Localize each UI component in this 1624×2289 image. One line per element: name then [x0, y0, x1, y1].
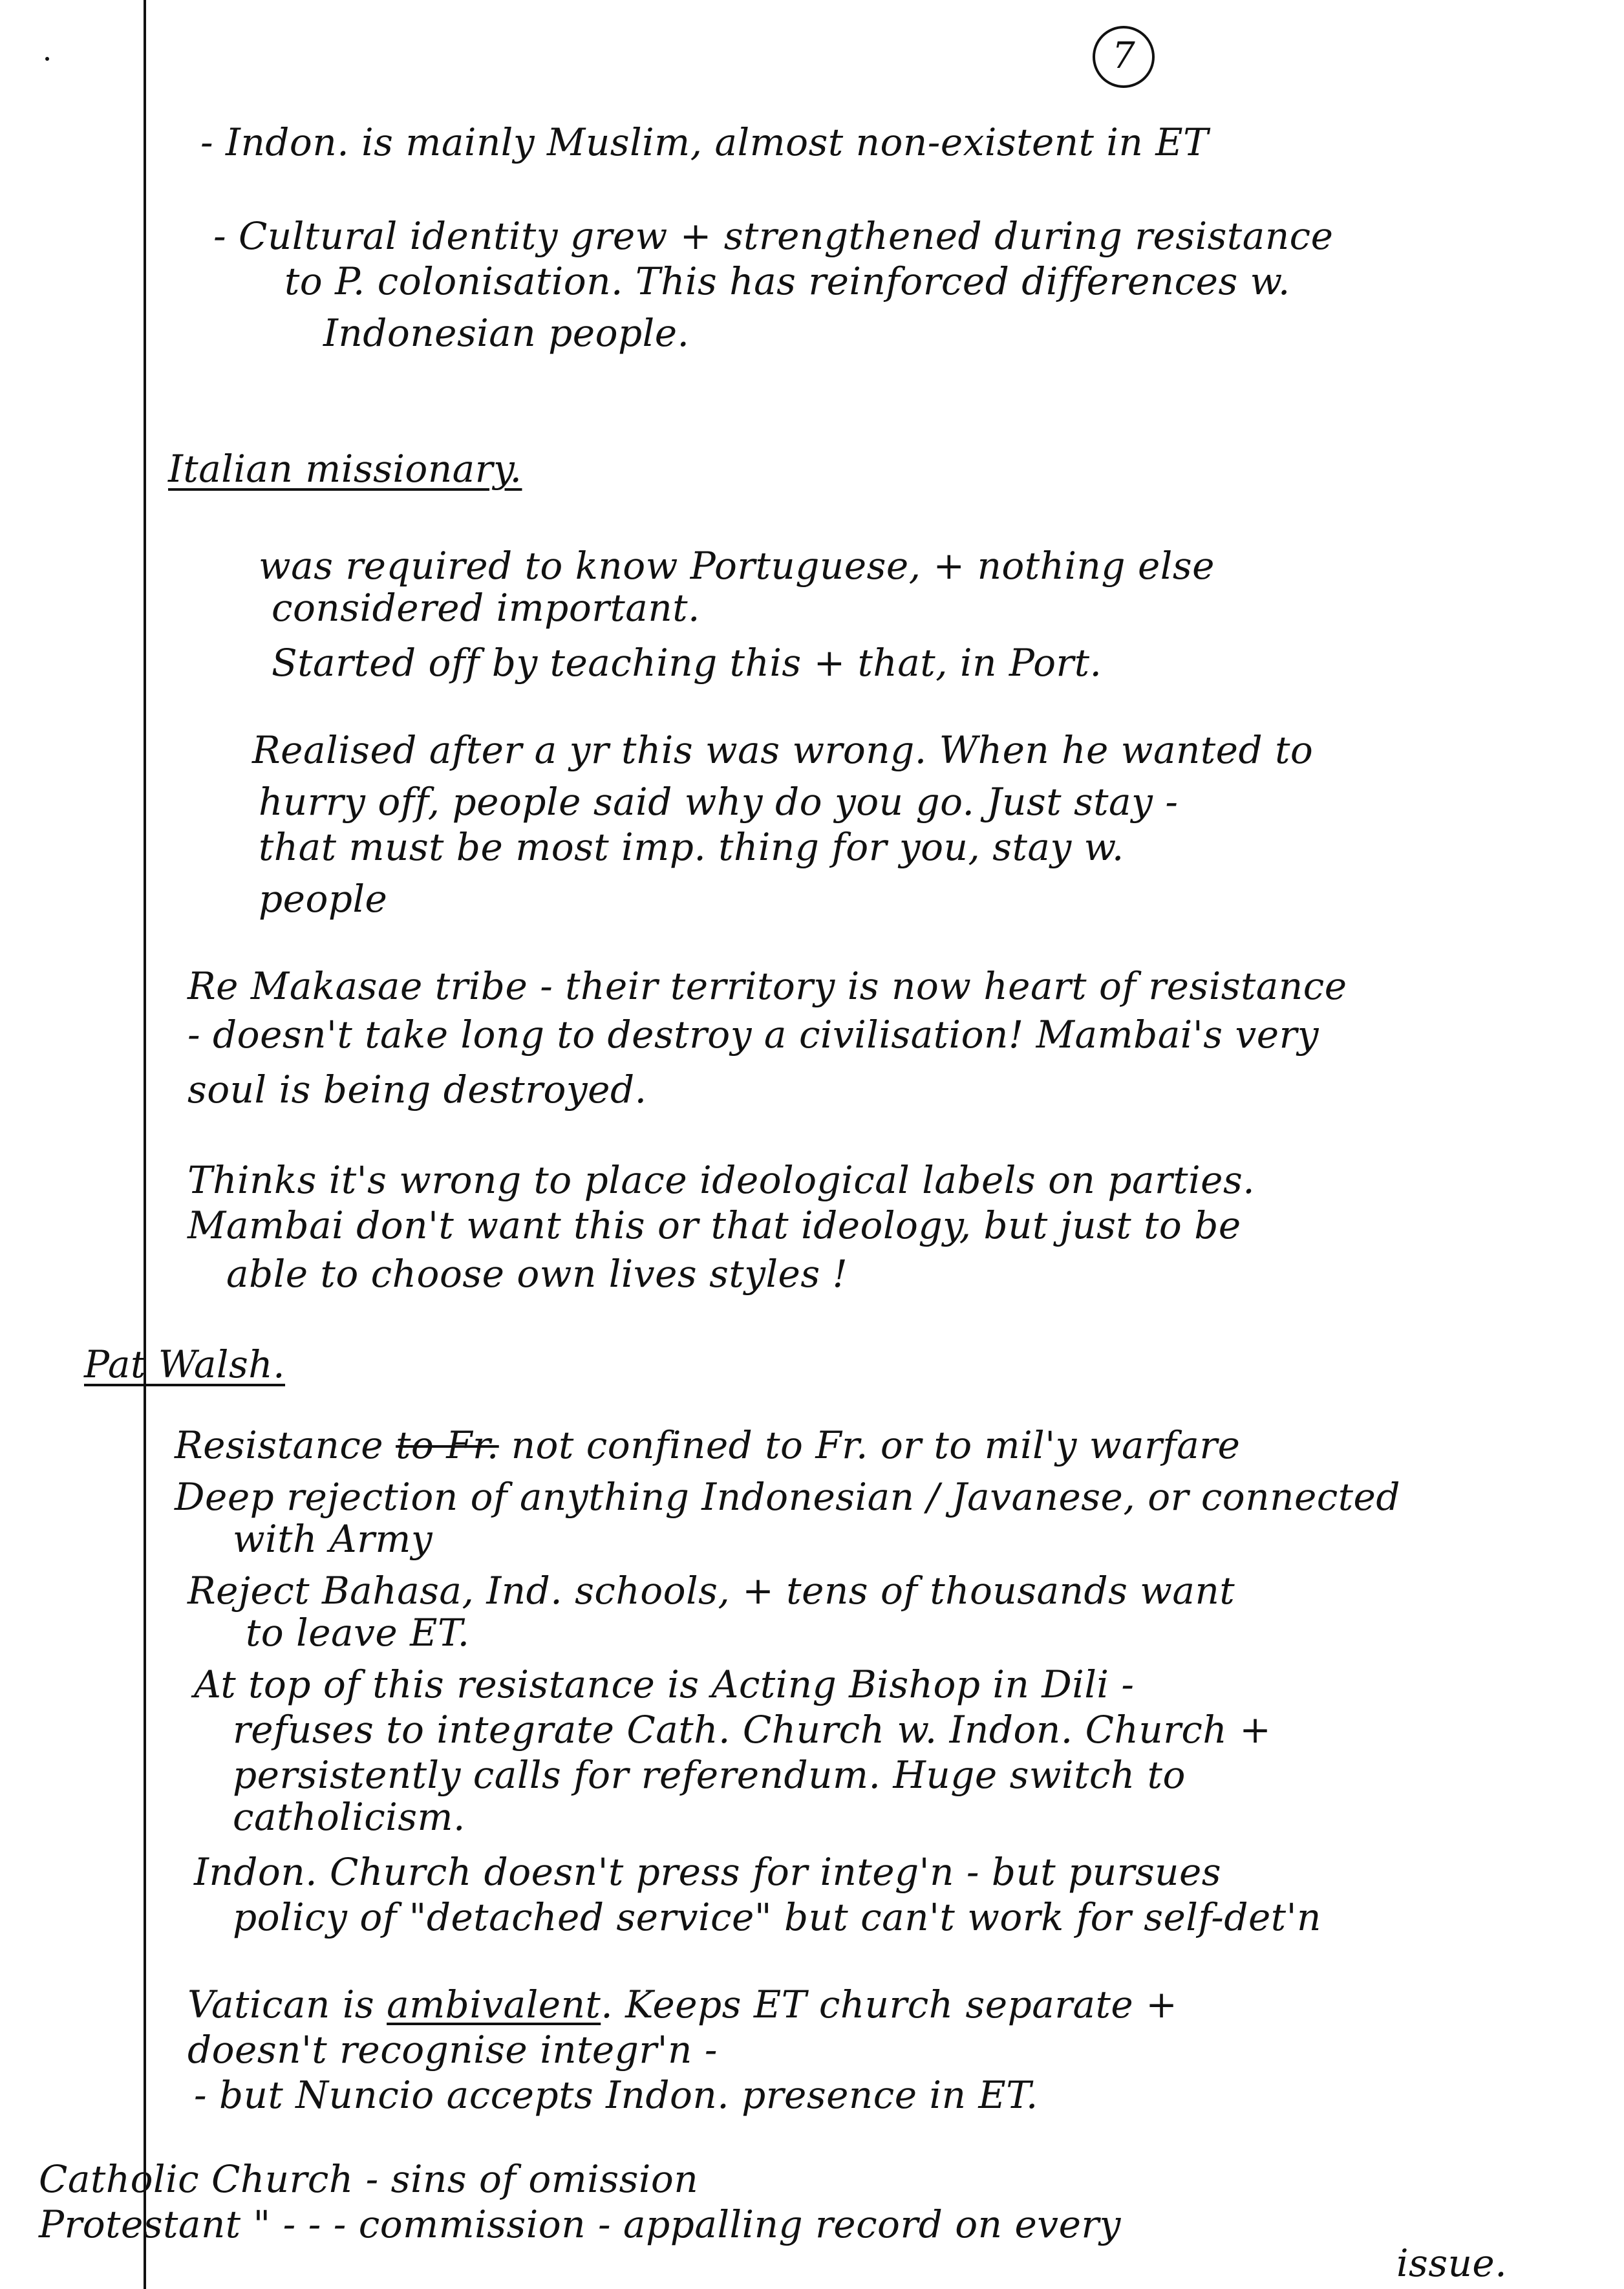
note-line: considered important.: [272, 586, 700, 630]
note-line: Indonesian people.: [323, 311, 690, 355]
note-line: - Indon. is mainly Muslim, almost non-existent in ET: [200, 120, 1209, 164]
note-line: Protestant " - - - commission - appalling record on every: [39, 2202, 1121, 2246]
note-text: Resistance: [175, 1423, 396, 1467]
note-line: people: [259, 877, 388, 921]
section-heading: Italian missionary.: [168, 447, 522, 491]
note-line: Re Makasae tribe - their territory is now heart of resistance: [187, 964, 1347, 1008]
note-line: hurry off, people said why do you go. Just stay -: [259, 780, 1179, 824]
struck-text: to Fr.: [396, 1423, 499, 1467]
note-line: policy of "detached service" but can't work for self-det'n: [233, 1895, 1321, 1939]
note-text: . Keeps ET church separate +: [601, 1983, 1178, 2026]
note-line: - but Nuncio accepts Indon. presence in ET.: [194, 2073, 1038, 2117]
note-line: Mambai don't want this or that ideology, but just to be: [187, 1203, 1241, 1247]
note-line: to P. colonisation. This has reinforced differences w.: [284, 259, 1290, 303]
note-line: Realised after a yr this was wrong. When he wanted to: [252, 728, 1314, 772]
note-line: with Army: [233, 1517, 433, 1561]
note-line: Reject Bahasa, Ind. schools, + tens of thousands want: [187, 1569, 1235, 1613]
note-line: At top of this resistance is Acting Bishop in Dili -: [194, 1662, 1135, 1706]
ink-speck: [45, 57, 49, 61]
note-line: Catholic Church - sins of omission: [39, 2157, 699, 2201]
note-line: [175, 1423, 1240, 1468]
note-line: issue.: [1396, 2241, 1508, 2285]
note-line: Indon. Church doesn't press for integ'n - but pursues: [194, 1850, 1222, 1894]
note-line: Thinks it's wrong to place ideological labels on parties.: [187, 1158, 1255, 1202]
note-line: was required to know Portuguese, + nothing else: [259, 544, 1215, 588]
note-line: able to choose own lives styles !: [226, 1252, 848, 1296]
note-line: Deep rejection of anything Indonesian / Javanese, or connected: [175, 1475, 1401, 1519]
page-number: 7: [1093, 26, 1155, 88]
note-line: catholicism.: [233, 1795, 465, 1839]
underlined-text: ambivalent: [387, 1983, 601, 2026]
note-line: persistently calls for referendum. Huge switch to: [233, 1753, 1186, 1797]
note-line: that must be most imp. thing for you, stay w.: [259, 825, 1124, 869]
margin-rule: [144, 0, 146, 2289]
note-line: Started off by teaching this + that, in Port.: [272, 641, 1102, 685]
note-line: soul is being destroyed.: [187, 1068, 647, 1112]
note-text: Vatican is: [187, 1983, 387, 2026]
note-line: [187, 1982, 1177, 2027]
note-line: refuses to integrate Cath. Church w. Indon. Church +: [233, 1708, 1272, 1752]
note-line: - Cultural identity grew + strengthened during resistance: [213, 214, 1334, 258]
note-line: doesn't recognise integr'n -: [187, 2028, 718, 2072]
note-line: - doesn't take long to destroy a civilisation! Mambai's very: [187, 1013, 1320, 1057]
section-heading: Pat Walsh.: [84, 1342, 286, 1386]
note-line: to leave ET.: [246, 1611, 470, 1655]
note-text: not confined to Fr. or to mil'y warfare: [498, 1423, 1241, 1467]
